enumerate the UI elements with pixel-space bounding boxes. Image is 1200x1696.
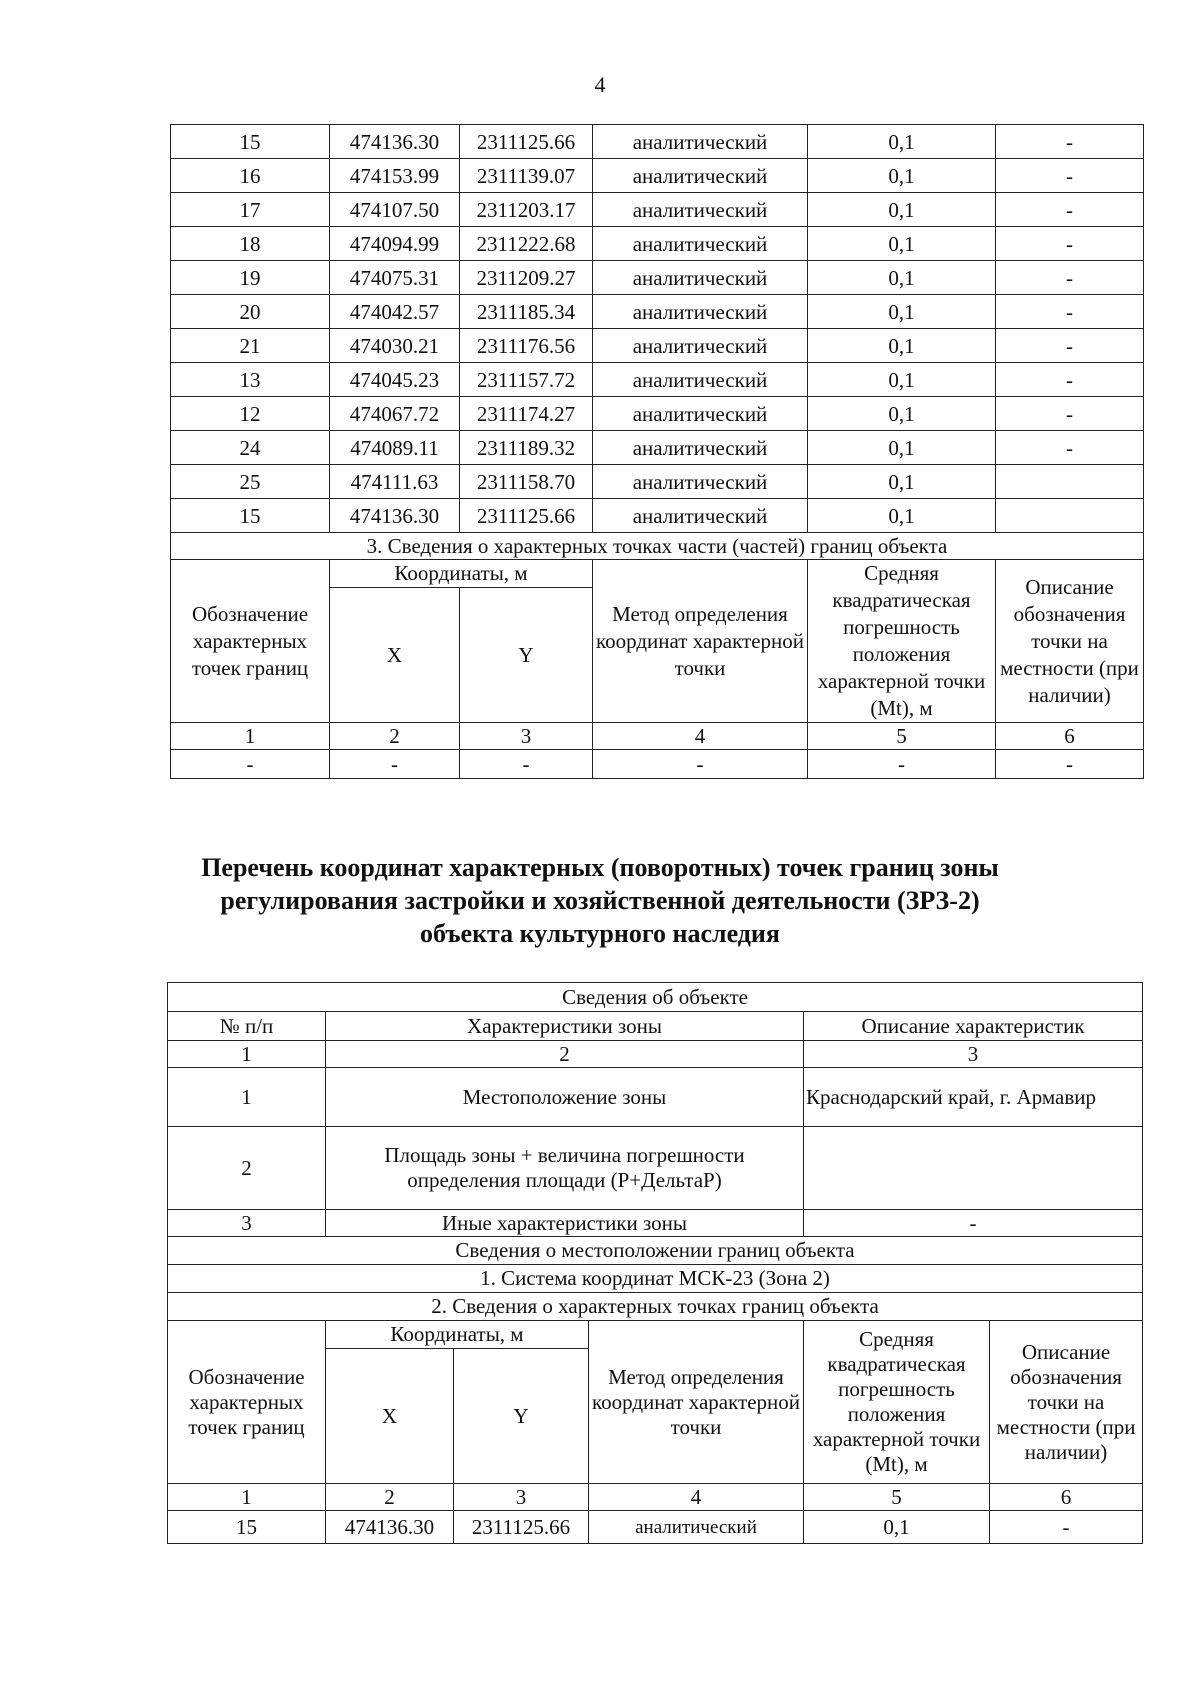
heading-line-1: Перечень координат характерных (поворотных) точек границ зоны [201,853,999,882]
point-x: 474107.50 [330,193,460,227]
point-error: 0,1 [808,193,996,227]
object-info-title: Сведения об объекте [168,983,1143,1012]
point-method: аналитический [593,363,808,397]
point-id: 19 [171,261,330,295]
header-method: Метод определения координат характерной точки [593,560,808,723]
coordinate-row [171,465,1144,499]
point-description: - [990,1511,1143,1544]
empty-cell: - [593,750,808,779]
table2-header-row [168,1321,1143,1349]
point-y: 2311139.07 [460,159,593,193]
point-method: аналитический [593,193,808,227]
col-number: 6 [996,723,1144,750]
point-id: 25 [171,465,330,499]
point-description: - [996,125,1144,159]
point-y: 2311222.68 [460,227,593,261]
row-number: 3 [168,1210,326,1237]
point-x: 474075.31 [330,261,460,295]
zone-description: - [804,1210,1143,1237]
col-number: 3 [460,723,593,750]
point-error: 0,1 [808,159,996,193]
col-number: 5 [808,723,996,750]
point-y: 2311157.72 [460,363,593,397]
page-number: 4 [594,72,606,97]
point-id: 16 [171,159,330,193]
point-description [996,465,1144,499]
header-error: Средняя квадратическая погрешность положения характерной точки (Mt), м [808,560,996,723]
point-method: аналитический [593,295,808,329]
col-number: 2 [326,1484,454,1511]
point-error: 0,1 [808,431,996,465]
object-info-title-row [168,983,1143,1012]
point-id: 15 [168,1511,326,1544]
point-id: 13 [171,363,330,397]
point-x: 474136.30 [326,1511,454,1544]
section-heading [0,851,1200,950]
point-method: аналитический [589,1511,804,1544]
header-x: X [330,588,460,723]
point-x: 474045.23 [330,363,460,397]
point-id: 21 [171,329,330,363]
zone-info-table [167,982,1143,1544]
col-number: 1 [168,1484,326,1511]
point-x: 474153.99 [330,159,460,193]
empty-cell: - [808,750,996,779]
empty-cell: - [330,750,460,779]
point-error: 0,1 [808,261,996,295]
coordinates-rows [171,125,1144,533]
coordinate-row [171,329,1144,363]
header-description: Описание обозначения точки на местности (при наличии) [996,560,1144,723]
coord-system-row [168,1265,1143,1293]
point-method: аналитический [593,159,808,193]
heading-line-2: регулирования застройки и хозяйственной деятельности (ЗРЗ-2) [220,886,980,915]
coordinate-row [171,295,1144,329]
location-title: Сведения о местоположении границ объекта [168,1237,1143,1265]
header-description: Описание обозначения точки на местности (при наличии) [990,1321,1143,1484]
zone-area-row [168,1127,1143,1210]
row-number: 2 [168,1127,326,1210]
point-id: 12 [171,397,330,431]
section3-title-row [171,533,1144,560]
point-id: 24 [171,431,330,465]
table1-header-row [171,560,1144,588]
header-point-designation: Обозначение характерных точек границ [171,560,330,723]
header-coordinates: Координаты, м [330,560,593,588]
point-y: 2311125.66 [460,125,593,159]
point-description: - [996,431,1144,465]
point-x: 474089.11 [330,431,460,465]
point-y: 2311209.27 [460,261,593,295]
point-x: 474030.21 [330,329,460,363]
point-id: 15 [171,499,330,533]
coordinate-row [171,397,1144,431]
point-method: аналитический [593,261,808,295]
coord-system: 1. Система координат МСК-23 (Зона 2) [168,1265,1143,1293]
col-number: 6 [990,1484,1143,1511]
object-info-header-row [168,1012,1143,1041]
point-x: 474067.72 [330,397,460,431]
point-error: 0,1 [808,397,996,431]
header-characteristics-description: Описание характеристик [804,1012,1143,1041]
header-x: X [326,1349,454,1484]
column-numbers-row [171,723,1144,750]
point-id: 17 [171,193,330,227]
header-zone-characteristics: Характеристики зоны [326,1012,804,1041]
zone-characteristic: Площадь зоны + величина погрешности определения площади (Р+ДельтаР) [326,1127,804,1210]
col-number: 1 [171,723,330,750]
point-id: 20 [171,295,330,329]
coordinate-row [168,1511,1143,1544]
heading-line-3: объекта культурного наследия [420,919,780,948]
point-description: - [996,227,1144,261]
column-numbers-row [168,1484,1143,1511]
empty-cell: - [460,750,593,779]
col-number: 4 [593,723,808,750]
coordinate-row [171,261,1144,295]
point-x: 474136.30 [330,499,460,533]
section2-title: 2. Сведения о характерных точках границ объекта [168,1293,1143,1321]
point-y: 2311176.56 [460,329,593,363]
header-point-designation: Обозначение характерных точек границ [168,1321,326,1484]
coordinate-row [171,431,1144,465]
point-x: 474136.30 [330,125,460,159]
coordinate-row [171,363,1144,397]
col-number: 2 [330,723,460,750]
point-description: - [996,397,1144,431]
point-error: 0,1 [808,499,996,533]
coordinate-row [171,159,1144,193]
col-number: 3 [454,1484,589,1511]
header-method: Метод определения координат характерной точки [589,1321,804,1484]
point-description: - [996,193,1144,227]
point-error: 0,1 [808,465,996,499]
point-description: - [996,295,1144,329]
header-number: № п/п [168,1012,326,1041]
coordinates-table-continued [170,124,1144,779]
point-error: 0,1 [804,1511,990,1544]
point-method: аналитический [593,465,808,499]
point-error: 0,1 [808,295,996,329]
point-error: 0,1 [808,363,996,397]
point-error: 0,1 [808,329,996,363]
header-error: Средняя квадратическая погрешность положения характерной точки (Mt), м [804,1321,990,1484]
zone-characteristic: Местоположение зоны [326,1068,804,1127]
coordinate-row [171,499,1144,533]
location-title-row [168,1237,1143,1265]
header-y: Y [454,1349,589,1484]
header-y: Y [460,588,593,723]
point-method: аналитический [593,329,808,363]
coordinate-row [171,193,1144,227]
point-id: 18 [171,227,330,261]
point-y: 2311203.17 [460,193,593,227]
coordinate-row [171,227,1144,261]
point-error: 0,1 [808,227,996,261]
zone-other-row [168,1210,1143,1237]
section3-title: 3. Сведения о характерных точках части (частей) границ объекта [171,533,1144,560]
point-method: аналитический [593,397,808,431]
row-number: 1 [168,1068,326,1127]
point-description: - [996,159,1144,193]
point-description: - [996,261,1144,295]
point-method: аналитический [593,227,808,261]
empty-row [171,750,1144,779]
point-y: 2311158.70 [460,465,593,499]
col-number: 5 [804,1484,990,1511]
point-y: 2311125.66 [460,499,593,533]
point-x: 474111.63 [330,465,460,499]
point-error: 0,1 [808,125,996,159]
object-info-colnum-row [168,1041,1143,1068]
col-number: 1 [168,1041,326,1068]
point-y: 2311185.34 [460,295,593,329]
point-x: 474094.99 [330,227,460,261]
col-number: 4 [589,1484,804,1511]
coordinate-row [171,125,1144,159]
empty-cell: - [171,750,330,779]
zone-location-row [168,1068,1143,1127]
point-y: 2311125.66 [454,1511,589,1544]
point-id: 15 [171,125,330,159]
point-y: 2311174.27 [460,397,593,431]
zone-description: Краснодарский край, г. Армавир [804,1068,1143,1127]
point-description: - [996,363,1144,397]
empty-cell: - [996,750,1144,779]
zone-description [804,1127,1143,1210]
point-y: 2311189.32 [460,431,593,465]
point-x: 474042.57 [330,295,460,329]
point-description: - [996,329,1144,363]
point-method: аналитический [593,431,808,465]
zone-characteristic: Иные характеристики зоны [326,1210,804,1237]
point-method: аналитический [593,125,808,159]
header-coordinates: Координаты, м [326,1321,589,1349]
col-number: 3 [804,1041,1143,1068]
point-description [996,499,1144,533]
col-number: 2 [326,1041,804,1068]
section2-title-row [168,1293,1143,1321]
point-method: аналитический [593,499,808,533]
